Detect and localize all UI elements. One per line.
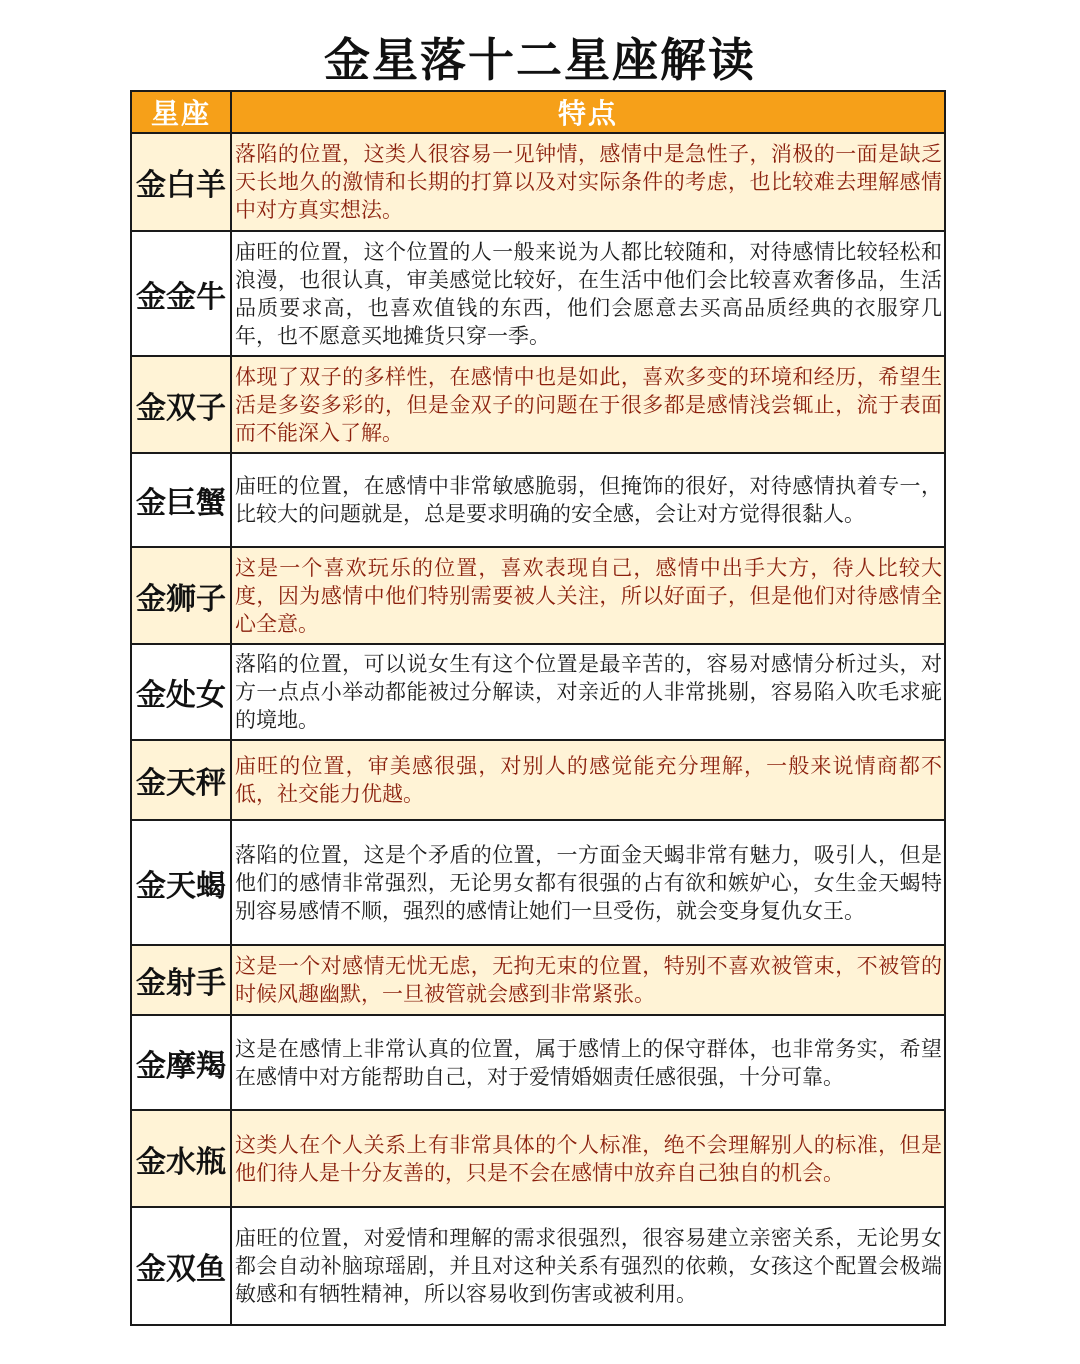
sign-name: 金双子	[131, 356, 231, 453]
sign-traits: 这是在感情上非常认真的位置，属于感情上的保守群体，也非常务实，希望在感情中对方能帮助自己，对于爱情婚姻责任感很强，十分可靠。	[231, 1015, 945, 1110]
table-row	[131, 1110, 945, 1207]
sign-traits: 落陷的位置，可以说女生有这个位置是最辛苦的，容易对感情分析过头，对方一点点小举动都能被过分解读，对亲近的人非常挑剔，容易陷入吹毛求疵的境地。	[231, 644, 945, 740]
sign-traits: 体现了双子的多样性，在感情中也是如此，喜欢多变的环境和经历，希望生活是多姿多彩的，但是金双子的问题在于很多都是感情浅尝辄止，流于表面而不能深入了解。	[231, 356, 945, 453]
sign-name: 金巨蟹	[131, 453, 231, 547]
sign-traits: 庙旺的位置，在感情中非常敏感脆弱，但掩饰的很好，对待感情执着专一，比较大的问题就是，总是要求明确的安全感，会让对方觉得很黏人。	[231, 453, 945, 547]
table-header-row	[131, 91, 945, 133]
table-row	[131, 1015, 945, 1110]
sign-traits: 这是一个喜欢玩乐的位置，喜欢表现自己，感情中出手大方，待人比较大度，因为感情中他们特别需要被人关注，所以好面子，但是他们对待感情全心全意。	[231, 547, 945, 644]
venus-signs-table	[130, 90, 946, 1326]
table-row	[131, 820, 945, 945]
sign-traits: 庙旺的位置，这个位置的人一般来说为人都比较随和，对待感情比较轻松和浪漫，也很认真，审美感觉比较好，在生活中他们会比较喜欢奢侈品，生活品质要求高，也喜欢值钱的东西，他们会愿意去买高品质经典的衣服穿几年，也不愿意买地摊货只穿一季。	[231, 231, 945, 356]
sign-name: 金白羊	[131, 133, 231, 231]
page-title: 金星落十二星座解读	[324, 33, 756, 87]
sign-traits: 庙旺的位置，对爱情和理解的需求很强烈，很容易建立亲密关系，无论男女都会自动补脑琼瑶剧，并且对这种关系有强烈的依赖，女孩这个配置会极端敏感和有牺牲精神，所以容易收到伤害或被利用。	[231, 1207, 945, 1325]
table-row	[131, 133, 945, 231]
sign-traits: 这是一个对感情无忧无虑，无拘无束的位置，特别不喜欢被管束，不被管的时候风趣幽默，一旦被管就会感到非常紧张。	[231, 945, 945, 1015]
table-row	[131, 547, 945, 644]
sign-name: 金处女	[131, 644, 231, 740]
sign-traits: 落陷的位置，这是个矛盾的位置，一方面金天蝎非常有魅力，吸引人，但是他们的感情非常强烈，无论男女都有很强的占有欲和嫉妒心，女生金天蝎特别容易感情不顺，强烈的感情让她们一旦受伤，就会变身复仇女王。	[231, 820, 945, 945]
table-row	[131, 1207, 945, 1325]
table-row	[131, 231, 945, 356]
header-sign: 星座	[131, 91, 231, 133]
sign-name: 金天蝎	[131, 820, 231, 945]
sign-name: 金金牛	[131, 231, 231, 356]
table-row	[131, 453, 945, 547]
table-row	[131, 945, 945, 1015]
sign-traits: 这类人在个人关系上有非常具体的个人标准，绝不会理解别人的标准，但是他们待人是十分友善的，只是不会在感情中放弃自己独自的机会。	[231, 1110, 945, 1207]
sign-traits: 庙旺的位置，审美感很强，对别人的感觉能充分理解，一般来说情商都不低，社交能力优越。	[231, 740, 945, 820]
sign-name: 金天秤	[131, 740, 231, 820]
sign-name: 金摩羯	[131, 1015, 231, 1110]
header-traits: 特点	[231, 91, 945, 133]
table-row	[131, 740, 945, 820]
table-row	[131, 644, 945, 740]
sign-name: 金双鱼	[131, 1207, 231, 1325]
sign-name: 金狮子	[131, 547, 231, 644]
sign-name: 金水瓶	[131, 1110, 231, 1207]
sign-traits: 落陷的位置，这类人很容易一见钟情，感情中是急性子，消极的一面是缺乏天长地久的激情和长期的打算以及对实际条件的考虑，也比较难去理解感情中对方真实想法。	[231, 133, 945, 231]
sign-name: 金射手	[131, 945, 231, 1015]
table-row	[131, 356, 945, 453]
